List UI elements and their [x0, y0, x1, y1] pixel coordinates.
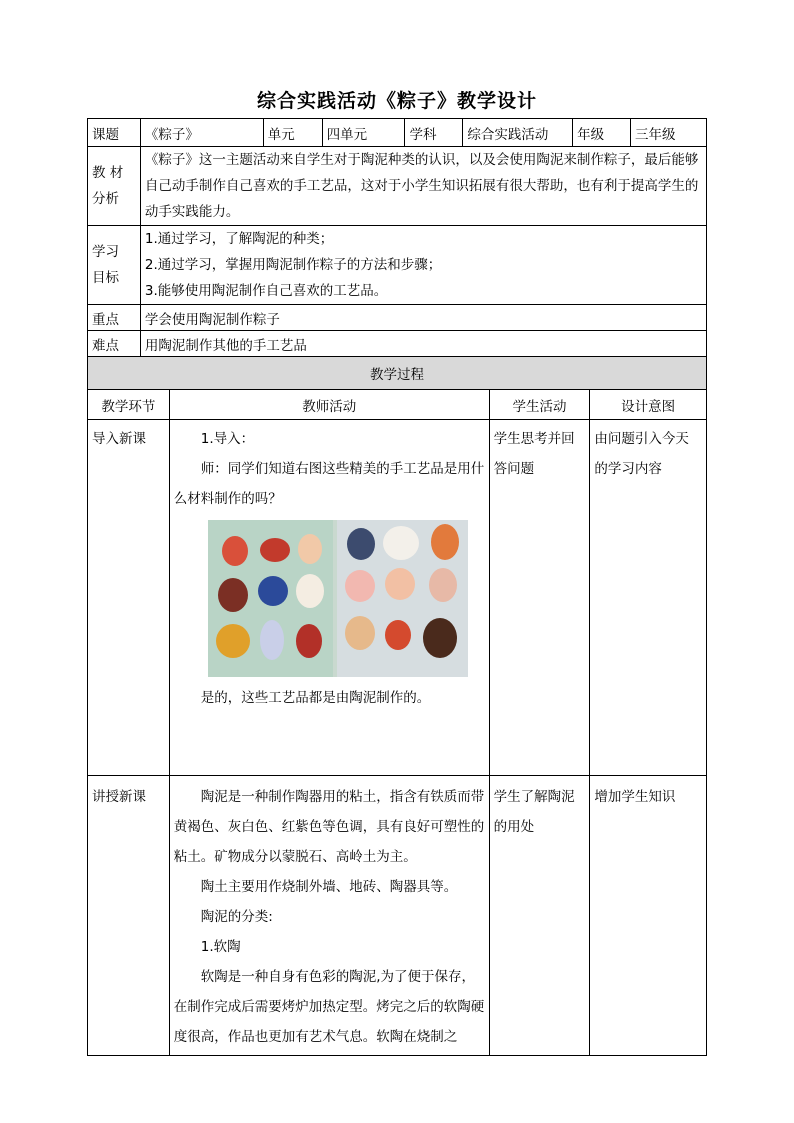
teacher-teach-p2: 陶土主要用作烧制外墙、地砖、陶器具等。	[200, 879, 458, 895]
goal-item: 2.通过学习，掌握用陶泥制作粽子的方法和步骤；	[144, 257, 442, 273]
teacher-intro-p2: 师：同学们知道右图这些精美的手工艺品是用什么材料制作的吗？	[173, 461, 485, 507]
column-header-intent: 设计意图	[590, 390, 707, 420]
design-intent-teaching: 增加学生知识	[590, 776, 707, 1056]
goals-label	[88, 226, 141, 305]
student-activity-teaching: 学生了解陶泥的用处	[489, 776, 590, 1056]
analysis-label	[88, 147, 141, 226]
stage-intro: 导入新课	[88, 420, 170, 776]
grade-label: 年级	[573, 119, 631, 147]
clay-crafts-photo-left	[208, 520, 333, 677]
difficulty-text: 用陶泥制作其他的手工艺品	[140, 331, 706, 357]
analysis-label-line1: 教 材	[92, 165, 124, 181]
key-point-text: 学会使用陶泥制作粽子	[140, 305, 706, 331]
student-activity-intro: 学生思考并回答问题	[489, 420, 590, 776]
difficulty-label: 难点	[88, 331, 141, 357]
process-table	[87, 356, 707, 1056]
clay-crafts-photo-right	[337, 520, 468, 677]
teacher-activity-intro	[169, 420, 489, 776]
subject-label: 学科	[405, 119, 463, 147]
key-point-label: 重点	[88, 305, 141, 331]
teacher-teach-p4: 1.软陶	[200, 939, 241, 955]
column-header-stage: 教学环节	[88, 390, 170, 420]
topic-value: 《粽子》	[140, 119, 263, 147]
goals-label-line1: 学习	[92, 244, 119, 260]
process-header: 教学过程	[88, 357, 707, 390]
goals-label-line2: 目标	[92, 270, 119, 286]
stage-teaching: 讲授新课	[88, 776, 170, 1056]
page-title: 综合实践活动《粽子》教学设计	[256, 90, 537, 112]
design-intent-intro: 由问题引入今天的学习内容	[590, 420, 707, 776]
info-table	[87, 118, 707, 357]
clay-crafts-photo	[208, 520, 468, 677]
teacher-teach-p5: 软陶是一种自身有色彩的陶泥,为了便于保存，在制作完成后需要烤炉加热定型。烤完之后的软陶硬度很高，作品也更加有艺术气息。软陶在烧制之	[173, 969, 485, 1045]
analysis-text: 《粽子》这一主题活动来自学生对于陶泥种类的认识，以及会使用陶泥来制作粽子，最后能够自己动手制作自己喜欢的手工艺品，这对于小学生知识拓展有很大帮助，也有利于提高学生的动手实践能力。	[140, 147, 706, 226]
column-header-student: 学生活动	[489, 390, 590, 420]
teacher-activity-teaching	[169, 776, 489, 1056]
goals-list	[140, 226, 706, 305]
unit-value: 四单元	[322, 119, 405, 147]
grade-value: 三年级	[631, 119, 707, 147]
teacher-teach-p1: 陶泥是一种制作陶器用的粘土，指含有铁质而带黄褐色、灰白色、红紫色等色调，具有良好可塑性的粘土。矿物成分以蒙脱石、高岭土为主。	[173, 789, 485, 865]
column-header-teacher: 教师活动	[169, 390, 489, 420]
goal-item: 1.通过学习，了解陶泥的种类；	[144, 231, 334, 247]
teacher-intro-p3: 是的，这些工艺品都是由陶泥制作的。	[200, 690, 431, 706]
topic-label: 课题	[88, 119, 141, 147]
teacher-teach-p3: 陶泥的分类:	[200, 909, 273, 925]
subject-value: 综合实践活动	[463, 119, 573, 147]
goal-item: 3.能够使用陶泥制作自己喜欢的工艺品。	[144, 283, 388, 299]
analysis-label-line2: 分析	[92, 191, 119, 207]
teacher-intro-p1: 1.导入：	[200, 431, 255, 447]
unit-label: 单元	[263, 119, 322, 147]
